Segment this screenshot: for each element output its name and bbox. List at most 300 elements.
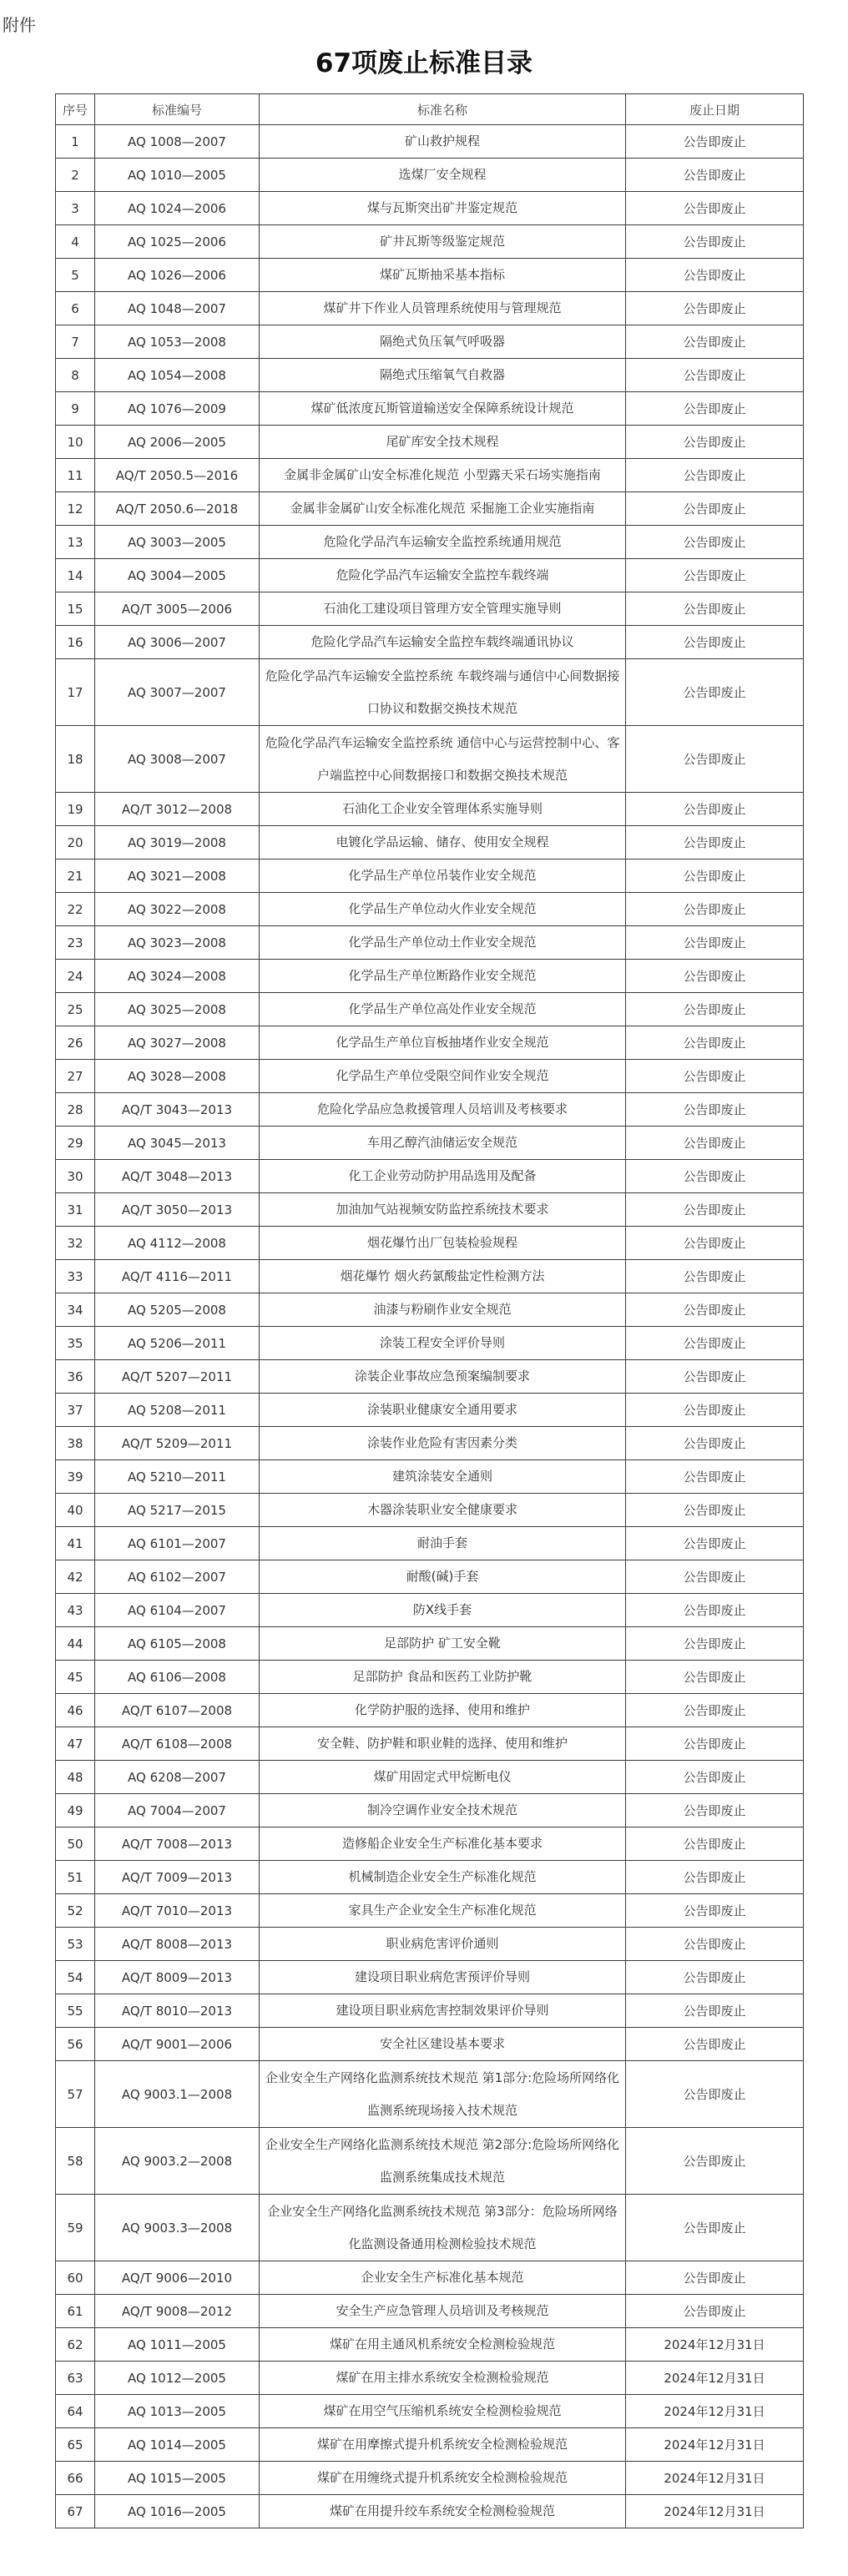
cell-code: AQ 1008—2007 — [95, 125, 260, 159]
cell-date: 公告即废止 — [626, 1093, 804, 1127]
table-row — [56, 592, 804, 626]
cell-name: 隔绝式压缩氧气自救器 — [260, 359, 626, 392]
cell-name: 耐油手套 — [260, 1527, 626, 1560]
cell-name: 矿山救护规程 — [260, 125, 626, 159]
cell-no: 50 — [56, 1827, 95, 1861]
cell-name: 煤矿在用主排水系统安全检测检验规范 — [260, 2362, 626, 2395]
table-row — [56, 1794, 804, 1827]
cell-name: 建筑涂装安全通则 — [260, 1460, 626, 1494]
cell-code: AQ/T 3050—2013 — [95, 1193, 260, 1227]
cell-name: 车用乙醇汽油储运安全规范 — [260, 1127, 626, 1160]
cell-date: 公告即废止 — [626, 459, 804, 492]
page-title: 67项废止标准目录 — [315, 48, 533, 78]
cell-name: 企业安全生产网络化监测系统技术规范 第3部分：危险场所网络化监测设备通用检测检验技术规范 — [260, 2195, 626, 2261]
table-row — [56, 1861, 804, 1894]
cell-date: 公告即废止 — [626, 793, 804, 826]
cell-date: 公告即废止 — [626, 1127, 804, 1160]
cell-name: 危险化学品汽车运输安全监控系统 车载终端与通信中心间数据接口协议和数据交换技术规范 — [260, 659, 626, 726]
cell-no: 66 — [56, 2462, 95, 2495]
table-row — [56, 993, 804, 1026]
table-row — [56, 2295, 804, 2328]
table-row — [56, 1427, 804, 1460]
cell-name: 化学品生产单位吊装作业安全规范 — [260, 860, 626, 893]
cell-name: 造修船企业安全生产标准化基本要求 — [260, 1827, 626, 1861]
table-row — [56, 359, 804, 392]
cell-code: AQ 1048—2007 — [95, 292, 260, 325]
table-row — [56, 826, 804, 860]
cell-date: 公告即废止 — [626, 2261, 804, 2295]
cell-name: 涂装职业健康安全通用要求 — [260, 1394, 626, 1427]
cell-date: 公告即废止 — [626, 259, 804, 292]
cell-no: 60 — [56, 2261, 95, 2295]
cell-code: AQ 6101—2007 — [95, 1527, 260, 1560]
cell-name: 煤矿低浓度瓦斯管道输送安全保障系统设计规范 — [260, 392, 626, 426]
table-row — [56, 1227, 804, 1260]
cell-no: 8 — [56, 359, 95, 392]
cell-no: 55 — [56, 1994, 95, 2028]
cell-date: 公告即废止 — [626, 2295, 804, 2328]
cell-name: 涂装工程安全评价导则 — [260, 1327, 626, 1360]
table-row — [56, 192, 804, 225]
cell-name: 化工企业劳动防护用品选用及配备 — [260, 1160, 626, 1193]
cell-code: AQ 6105—2008 — [95, 1627, 260, 1661]
cell-code: AQ 6106—2008 — [95, 1661, 260, 1694]
table-row — [56, 1727, 804, 1761]
cell-code: AQ 3022—2008 — [95, 893, 260, 926]
cell-code: AQ/T 6108—2008 — [95, 1727, 260, 1761]
cell-name: 石油化工企业安全管理体系实施导则 — [260, 793, 626, 826]
cell-code: AQ 7004—2007 — [95, 1794, 260, 1827]
cell-code: AQ 1076—2009 — [95, 392, 260, 426]
cell-date: 公告即废止 — [626, 1627, 804, 1661]
cell-name: 油漆与粉刷作业安全规范 — [260, 1293, 626, 1327]
cell-no: 48 — [56, 1761, 95, 1794]
cell-code: AQ 5206—2011 — [95, 1327, 260, 1360]
cell-name: 家具生产企业安全生产标准化规范 — [260, 1894, 626, 1928]
cell-no: 18 — [56, 726, 95, 793]
cell-no: 46 — [56, 1694, 95, 1727]
cell-no: 54 — [56, 1961, 95, 1994]
cell-name: 隔绝式负压氧气呼吸器 — [260, 325, 626, 359]
cell-name: 煤矿在用摩擦式提升机系统安全检测检验规范 — [260, 2428, 626, 2462]
cell-date: 公告即废止 — [626, 1527, 804, 1560]
cell-date: 公告即废止 — [626, 1560, 804, 1594]
cell-date: 公告即废止 — [626, 1827, 804, 1861]
cell-name: 危险化学品汽车运输安全监控车载终端通讯协议 — [260, 626, 626, 659]
table-row — [56, 960, 804, 993]
cell-no: 43 — [56, 1594, 95, 1627]
cell-date: 公告即废止 — [626, 626, 804, 659]
cell-no: 53 — [56, 1928, 95, 1961]
cell-code: AQ 1025—2006 — [95, 225, 260, 259]
cell-code: AQ 3021—2008 — [95, 860, 260, 893]
cell-code: AQ 3045—2013 — [95, 1127, 260, 1160]
cell-name: 烟花爆竹出厂包装检验规程 — [260, 1227, 626, 1260]
cell-name: 金属非金属矿山安全标准化规范 小型露天采石场实施指南 — [260, 459, 626, 492]
cell-name: 煤矿在用空气压缩机系统安全检测检验规范 — [260, 2395, 626, 2428]
table-row — [56, 1694, 804, 1727]
cell-code: AQ 1015—2005 — [95, 2462, 260, 2495]
cell-code: AQ 5208—2011 — [95, 1394, 260, 1427]
cell-code: AQ/T 8010—2013 — [95, 1994, 260, 2028]
cell-date: 公告即废止 — [626, 926, 804, 960]
cell-no: 14 — [56, 559, 95, 592]
cell-name: 加油加气站视频安防监控系统技术要求 — [260, 1193, 626, 1227]
cell-name: 化学品生产单位高处作业安全规范 — [260, 993, 626, 1026]
cell-name: 危险化学品汽车运输安全监控系统 通信中心与运营控制中心、客户端监控中心间数据接口和数据交换技术规范 — [260, 726, 626, 793]
table-row — [56, 1026, 804, 1060]
table-row — [56, 392, 804, 426]
cell-code: AQ 1053—2008 — [95, 325, 260, 359]
cell-code: AQ/T 9006—2010 — [95, 2261, 260, 2295]
cell-no: 56 — [56, 2028, 95, 2061]
cell-code: AQ 1016—2005 — [95, 2495, 260, 2528]
table-row — [56, 1093, 804, 1127]
cell-date: 公告即废止 — [626, 860, 804, 893]
cell-no: 31 — [56, 1193, 95, 1227]
cell-no: 38 — [56, 1427, 95, 1460]
table-row — [56, 2061, 804, 2128]
cell-no: 27 — [56, 1060, 95, 1093]
table-row — [56, 526, 804, 559]
cell-date: 公告即废止 — [626, 1293, 804, 1327]
cell-no: 26 — [56, 1026, 95, 1060]
cell-date: 公告即废止 — [626, 1594, 804, 1627]
cell-name: 制冷空调作业安全技术规范 — [260, 1794, 626, 1827]
cell-code: AQ/T 4116—2011 — [95, 1260, 260, 1293]
cell-name: 煤矿在用提升绞车系统安全检测检验规范 — [260, 2495, 626, 2528]
cell-no: 20 — [56, 826, 95, 860]
cell-date: 公告即废止 — [626, 659, 804, 726]
table-row — [56, 2495, 804, 2528]
cell-no: 65 — [56, 2428, 95, 2462]
cell-code: AQ/T 3048—2013 — [95, 1160, 260, 1193]
cell-no: 41 — [56, 1527, 95, 1560]
table-row — [56, 2328, 804, 2362]
cell-date: 公告即废止 — [626, 159, 804, 192]
table-row — [56, 1928, 804, 1961]
cell-code: AQ 3027—2008 — [95, 1026, 260, 1060]
table-header-row — [56, 94, 804, 125]
cell-name: 涂装作业危险有害因素分类 — [260, 1427, 626, 1460]
cell-no: 3 — [56, 192, 95, 225]
table-row — [56, 325, 804, 359]
cell-code: AQ 3019—2008 — [95, 826, 260, 860]
cell-no: 37 — [56, 1394, 95, 1427]
cell-name: 化学品生产单位断路作业安全规范 — [260, 960, 626, 993]
cell-no: 49 — [56, 1794, 95, 1827]
table-row — [56, 793, 804, 826]
cell-date: 公告即废止 — [626, 1227, 804, 1260]
cell-date: 2024年12月31日 — [626, 2428, 804, 2462]
cell-code: AQ/T 9008—2012 — [95, 2295, 260, 2328]
cell-date: 公告即废止 — [626, 1394, 804, 1427]
table-row — [56, 2462, 804, 2495]
table-row — [56, 2428, 804, 2462]
cell-name: 足部防护 矿工安全靴 — [260, 1627, 626, 1661]
cell-date: 公告即废止 — [626, 2195, 804, 2261]
cell-name: 安全鞋、防护鞋和职业鞋的选择、使用和维护 — [260, 1727, 626, 1761]
cell-date: 公告即废止 — [626, 1327, 804, 1360]
table-row — [56, 2261, 804, 2295]
cell-name: 矿井瓦斯等级鉴定规范 — [260, 225, 626, 259]
cell-date: 公告即废止 — [626, 893, 804, 926]
cell-no: 28 — [56, 1093, 95, 1127]
cell-code: AQ 3006—2007 — [95, 626, 260, 659]
cell-no: 33 — [56, 1260, 95, 1293]
cell-code: AQ 3007—2007 — [95, 659, 260, 726]
cell-date: 公告即废止 — [626, 1260, 804, 1293]
cell-code: AQ 6102—2007 — [95, 1560, 260, 1594]
cell-date: 公告即废止 — [626, 392, 804, 426]
table-row — [56, 1160, 804, 1193]
cell-no: 4 — [56, 225, 95, 259]
cell-name: 危险化学品应急救援管理人员培训及考核要求 — [260, 1093, 626, 1127]
cell-date: 公告即废止 — [626, 426, 804, 459]
cell-code: AQ 3008—2007 — [95, 726, 260, 793]
cell-no: 59 — [56, 2195, 95, 2261]
cell-code: AQ 6104—2007 — [95, 1594, 260, 1627]
table-row — [56, 426, 804, 459]
table-row — [56, 1060, 804, 1093]
cell-date: 公告即废止 — [626, 1894, 804, 1928]
cell-name: 机械制造企业安全生产标准化规范 — [260, 1861, 626, 1894]
table-row — [56, 1460, 804, 1494]
cell-name: 企业安全生产标准化基本规范 — [260, 2261, 626, 2295]
cell-code: AQ/T 6107—2008 — [95, 1694, 260, 1727]
table-row — [56, 559, 804, 592]
cell-no: 51 — [56, 1861, 95, 1894]
cell-code: AQ/T 7008—2013 — [95, 1827, 260, 1861]
cell-name: 煤矿在用缠绕式提升机系统安全检测检验规范 — [260, 2462, 626, 2495]
cell-name: 木器涂装职业安全健康要求 — [260, 1494, 626, 1527]
cell-code: AQ/T 2050.6—2018 — [95, 492, 260, 526]
cell-code: AQ 1013—2005 — [95, 2395, 260, 2428]
cell-date: 公告即废止 — [626, 325, 804, 359]
cell-date: 公告即废止 — [626, 1160, 804, 1193]
cell-no: 47 — [56, 1727, 95, 1761]
table-row — [56, 1394, 804, 1427]
table-row — [56, 1293, 804, 1327]
cell-code: AQ 1010—2005 — [95, 159, 260, 192]
cell-date: 公告即废止 — [626, 292, 804, 325]
cell-date: 公告即废止 — [626, 1661, 804, 1694]
cell-date: 公告即废止 — [626, 2061, 804, 2128]
table-row — [56, 1827, 804, 1861]
table-row — [56, 492, 804, 526]
table-row — [56, 1594, 804, 1627]
cell-code: AQ 4112—2008 — [95, 1227, 260, 1260]
cell-no: 29 — [56, 1127, 95, 1160]
cell-name: 建设项目职业病危害控制效果评价导则 — [260, 1994, 626, 2028]
cell-date: 公告即废止 — [626, 559, 804, 592]
table-row — [56, 2395, 804, 2428]
cell-date: 公告即废止 — [626, 2028, 804, 2061]
cell-name: 危险化学品汽车运输安全监控系统通用规范 — [260, 526, 626, 559]
cell-code: AQ 1011—2005 — [95, 2328, 260, 2362]
table-row — [56, 459, 804, 492]
cell-code: AQ 2006—2005 — [95, 426, 260, 459]
header-no: 序号 — [56, 94, 95, 125]
cell-name: 煤矿瓦斯抽采基本指标 — [260, 259, 626, 292]
table-row — [56, 1661, 804, 1694]
cell-no: 24 — [56, 960, 95, 993]
cell-code: AQ/T 2050.5—2016 — [95, 459, 260, 492]
table-row — [56, 1327, 804, 1360]
table-row — [56, 1894, 804, 1928]
cell-date: 公告即废止 — [626, 1427, 804, 1460]
cell-name: 金属非金属矿山安全标准化规范 采掘施工企业实施指南 — [260, 492, 626, 526]
cell-date: 公告即废止 — [626, 125, 804, 159]
table-row — [56, 1360, 804, 1394]
cell-code: AQ/T 8009—2013 — [95, 1961, 260, 1994]
cell-no: 10 — [56, 426, 95, 459]
cell-name: 防X线手套 — [260, 1594, 626, 1627]
cell-code: AQ/T 9001—2006 — [95, 2028, 260, 2061]
cell-name: 安全社区建设基本要求 — [260, 2028, 626, 2061]
cell-date: 公告即废止 — [626, 526, 804, 559]
cell-date: 公告即废止 — [626, 2128, 804, 2195]
cell-name: 耐酸(碱)手套 — [260, 1560, 626, 1594]
cell-no: 62 — [56, 2328, 95, 2362]
cell-date: 公告即废止 — [626, 1994, 804, 2028]
cell-code: AQ 3023—2008 — [95, 926, 260, 960]
table-row — [56, 2128, 804, 2195]
cell-no: 5 — [56, 259, 95, 292]
cell-code: AQ 1054—2008 — [95, 359, 260, 392]
cell-date: 公告即废止 — [626, 1026, 804, 1060]
cell-code: AQ 5205—2008 — [95, 1293, 260, 1327]
cell-code: AQ 1012—2005 — [95, 2362, 260, 2395]
cell-date: 公告即废止 — [626, 1928, 804, 1961]
header-name: 标准名称 — [260, 94, 626, 125]
cell-name: 石油化工建设项目管理方安全管理实施导则 — [260, 592, 626, 626]
table-row — [56, 1627, 804, 1661]
table-row — [56, 259, 804, 292]
table-row — [56, 2028, 804, 2061]
table-row — [56, 1193, 804, 1227]
cell-name: 煤矿在用主通风机系统安全检测检验规范 — [260, 2328, 626, 2362]
cell-no: 19 — [56, 793, 95, 826]
cell-date: 公告即废止 — [626, 1360, 804, 1394]
cell-date: 公告即废止 — [626, 1193, 804, 1227]
cell-name: 涂装企业事故应急预案编制要求 — [260, 1360, 626, 1394]
cell-no: 2 — [56, 159, 95, 192]
standards-table — [55, 93, 804, 2528]
cell-no: 35 — [56, 1327, 95, 1360]
cell-no: 30 — [56, 1160, 95, 1193]
cell-code: AQ/T 3005—2006 — [95, 592, 260, 626]
cell-no: 7 — [56, 325, 95, 359]
cell-date: 2024年12月31日 — [626, 2328, 804, 2362]
cell-date: 2024年12月31日 — [626, 2395, 804, 2428]
table-row — [56, 292, 804, 325]
cell-date: 公告即废止 — [626, 225, 804, 259]
cell-code: AQ/T 7009—2013 — [95, 1861, 260, 1894]
table-body — [56, 125, 804, 2528]
cell-name: 化学品生产单位盲板抽堵作业安全规范 — [260, 1026, 626, 1060]
table-row — [56, 1494, 804, 1527]
cell-code: AQ/T 7010—2013 — [95, 1894, 260, 1928]
cell-no: 40 — [56, 1494, 95, 1527]
cell-date: 公告即废止 — [626, 1861, 804, 1894]
cell-date: 公告即废止 — [626, 592, 804, 626]
table-row — [56, 1260, 804, 1293]
cell-date: 公告即废止 — [626, 1727, 804, 1761]
cell-date: 公告即废止 — [626, 1460, 804, 1494]
cell-no: 52 — [56, 1894, 95, 1928]
cell-name: 电镀化学品运输、储存、使用安全规程 — [260, 826, 626, 860]
cell-name: 建设项目职业病危害预评价导则 — [260, 1961, 626, 1994]
cell-no: 12 — [56, 492, 95, 526]
cell-code: AQ 5210—2011 — [95, 1460, 260, 1494]
cell-date: 公告即废止 — [626, 960, 804, 993]
cell-code: AQ 5217—2015 — [95, 1494, 260, 1527]
cell-no: 63 — [56, 2362, 95, 2395]
cell-date: 公告即废止 — [626, 726, 804, 793]
cell-name: 煤与瓦斯突出矿井鉴定规范 — [260, 192, 626, 225]
table-row — [56, 893, 804, 926]
cell-code: AQ 1026—2006 — [95, 259, 260, 292]
cell-code: AQ 3028—2008 — [95, 1060, 260, 1093]
cell-no: 23 — [56, 926, 95, 960]
header-code: 标准编号 — [95, 94, 260, 125]
attachment-label: 附件 — [3, 15, 36, 35]
cell-date: 公告即废止 — [626, 1961, 804, 1994]
table-row — [56, 225, 804, 259]
cell-no: 11 — [56, 459, 95, 492]
cell-name: 煤矿用固定式甲烷断电仪 — [260, 1761, 626, 1794]
cell-code: AQ 6208—2007 — [95, 1761, 260, 1794]
cell-date: 2024年12月31日 — [626, 2495, 804, 2528]
cell-no: 58 — [56, 2128, 95, 2195]
table-row — [56, 2362, 804, 2395]
cell-date: 2024年12月31日 — [626, 2462, 804, 2495]
table-row — [56, 1994, 804, 2028]
cell-no: 64 — [56, 2395, 95, 2428]
table-row — [56, 1560, 804, 1594]
cell-date: 公告即废止 — [626, 826, 804, 860]
cell-date: 公告即废止 — [626, 192, 804, 225]
cell-code: AQ 3025—2008 — [95, 993, 260, 1026]
cell-no: 6 — [56, 292, 95, 325]
cell-name: 安全生产应急管理人员培训及考核规范 — [260, 2295, 626, 2328]
cell-name: 化学品生产单位动土作业安全规范 — [260, 926, 626, 960]
table-row — [56, 659, 804, 726]
table-row — [56, 1527, 804, 1560]
cell-code: AQ/T 3012—2008 — [95, 793, 260, 826]
cell-date: 公告即废止 — [626, 1794, 804, 1827]
cell-no: 16 — [56, 626, 95, 659]
cell-date: 公告即废止 — [626, 1761, 804, 1794]
cell-no: 13 — [56, 526, 95, 559]
cell-code: AQ 3003—2005 — [95, 526, 260, 559]
cell-date: 公告即废止 — [626, 993, 804, 1026]
cell-code: AQ 3024—2008 — [95, 960, 260, 993]
cell-no: 67 — [56, 2495, 95, 2528]
table-row — [56, 860, 804, 893]
cell-code: AQ 9003.1—2008 — [95, 2061, 260, 2128]
cell-name: 职业病危害评价通则 — [260, 1928, 626, 1961]
cell-code: AQ/T 3043—2013 — [95, 1093, 260, 1127]
cell-no: 32 — [56, 1227, 95, 1260]
cell-name: 化学品生产单位受限空间作业安全规范 — [260, 1060, 626, 1093]
table-row — [56, 159, 804, 192]
cell-date: 公告即废止 — [626, 1060, 804, 1093]
cell-name: 选煤厂安全规程 — [260, 159, 626, 192]
cell-no: 34 — [56, 1293, 95, 1327]
table-row — [56, 626, 804, 659]
